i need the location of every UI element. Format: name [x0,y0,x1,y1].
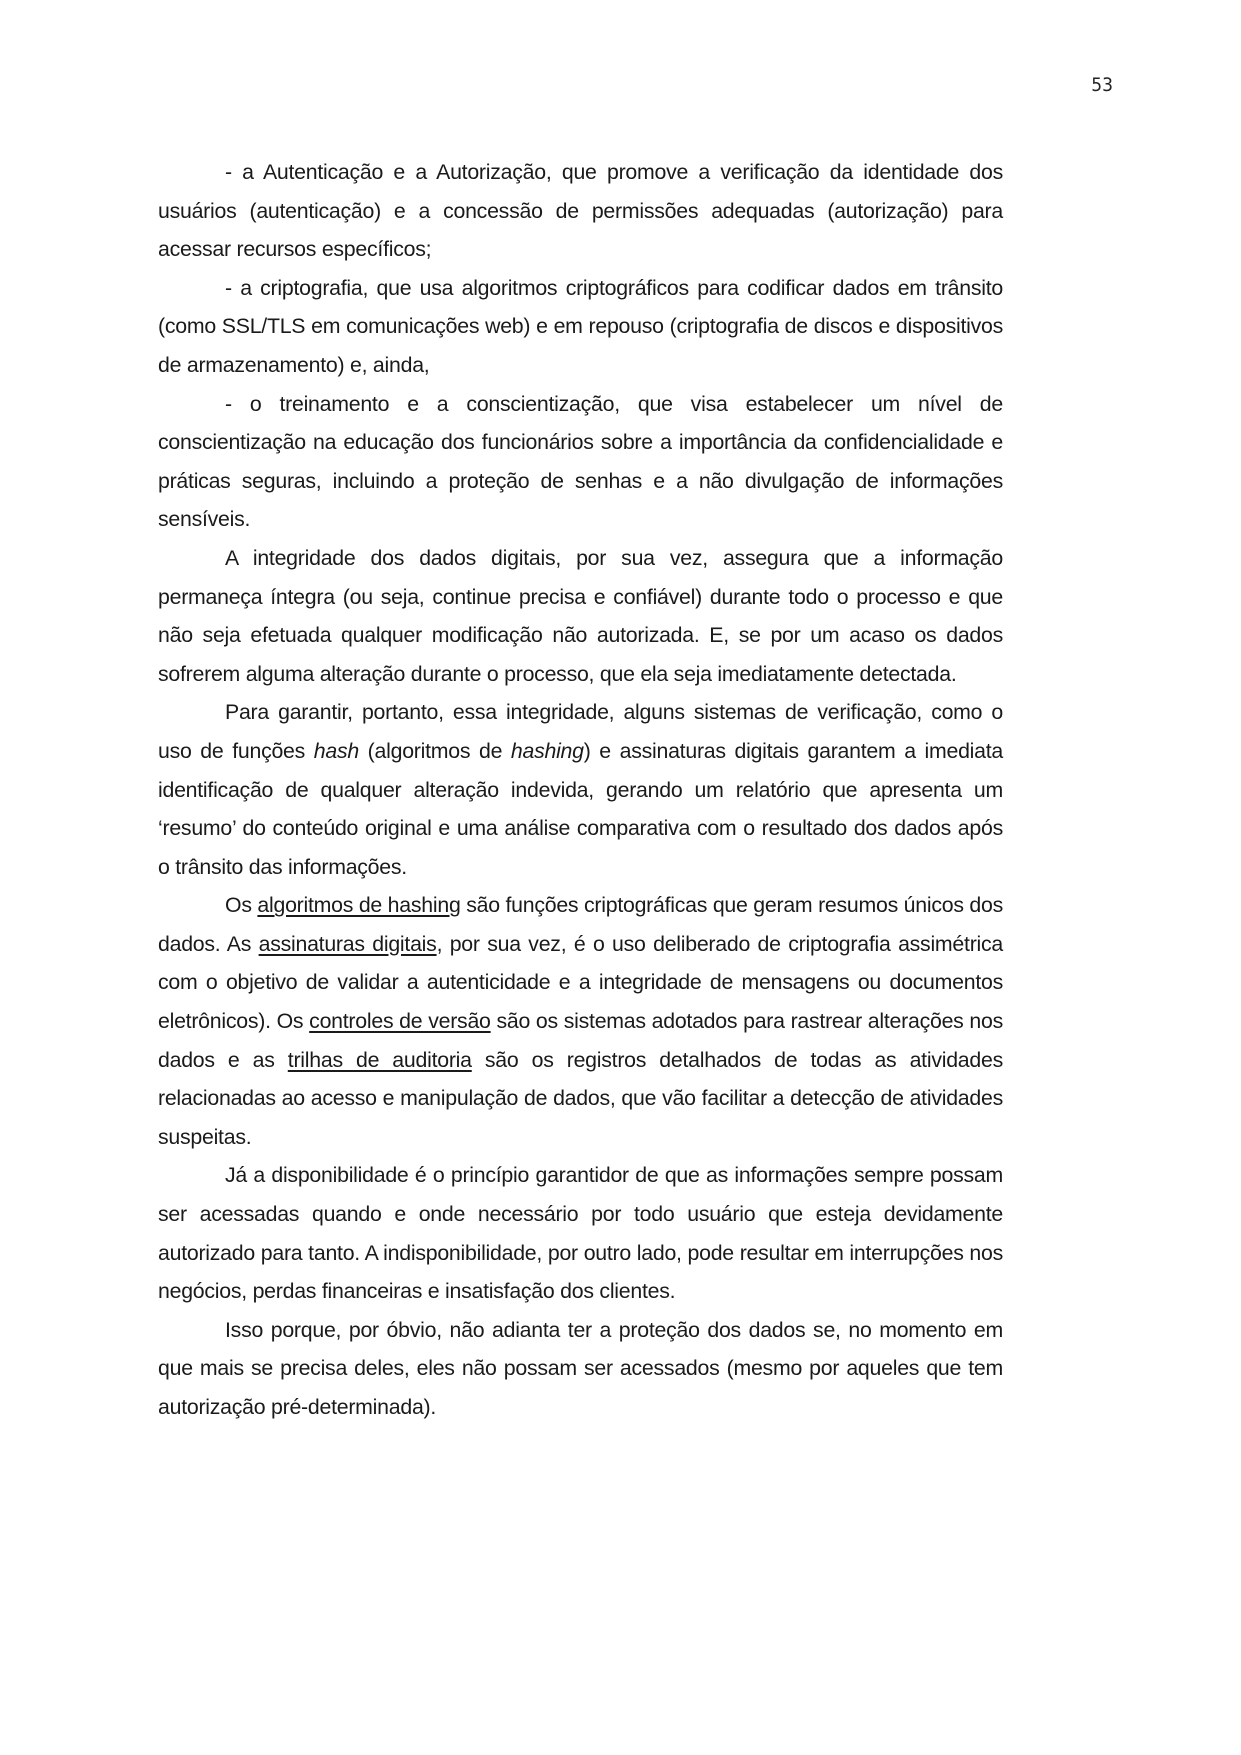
paragraph-cryptography [158,269,1003,385]
underlined-term-version-control: controles de versão [309,1009,491,1034]
paragraph-text: - a criptografia, que usa algoritmos criptográficos para codificar dados em trânsito (como SSL/TLS em comunicações web) e em repouso (criptografia de discos e dispositivos de armazenamento) e, ainda, [158,275,1003,377]
paragraph-training [158,385,1003,539]
paragraph-integrity [158,539,1003,693]
paragraph-availability [158,1156,1003,1310]
paragraph-text: Para garantir, portanto, essa integridade, alguns sistemas de verificação, como o uso de funções [158,700,1003,763]
paragraph-text: são os registros detalhados de todas as atividades relacionadas ao acesso e manipulação de dados, que vão facilitar a detecção de atividades suspeitas. [158,1047,1003,1149]
paragraph-text: A integridade dos dados digitais, por sua vez, assegura que a informação permaneça íntegra (ou seja, continue precisa e confiável) durante todo o processo e que não seja efetuada qualquer modificação não autorizada. E, se por um acaso os dados sofrerem alguma alteração durante o processo, que ela seja imediatamente detectada. [158,545,1003,686]
italic-term-hashing: hashing [510,738,584,763]
body-text [158,153,1003,1427]
paragraph-text: Isso porque, por óbvio, não adianta ter a proteção dos dados se, no momento em que mais se precisa deles, eles não possam ser acessados (mesmo por aqueles que tem autorização pré-determinada). [158,1317,1003,1419]
italic-term-hash: hash [313,738,359,763]
paragraph-text: são os sistemas adotados para rastrear alterações nos dados e as [158,1009,1003,1072]
underlined-term-hashing-algorithms: algoritmos de hashing [257,893,461,918]
paragraph-text: ) e assinaturas digitais garantem a imediata identificação de qualquer alteração indevida, gerando um relatório que apresenta um ‘resumo’ do conteúdo original e uma análise comparativa com o resultado dos dados após o trânsito das informações. [158,738,1003,879]
paragraph-text: - a Autenticação e a Autorização, que promove a verificação da identidade dos usuários (autenticação) e a concessão de permissões adequadas (autorização) para acessar recursos específicos; [158,160,1003,262]
paragraph-text: (algoritmos de [358,738,511,763]
paragraph-text: Já a disponibilidade é o princípio garantidor de que as informações sempre possam ser acessadas quando e onde necessário por todo usuário que esteja devidamente autorizado para tanto. A indisponibilidade, por outro lado, pode resultar em interrupções nos negócios, perdas financeiras e insatisfação dos clientes. [158,1163,1003,1304]
paragraph-verification [158,693,1003,886]
page-number: 53 [1091,74,1113,96]
paragraph-text: são funções criptográficas que geram resumos únicos dos dados. As [158,893,1003,956]
paragraph-text: - o treinamento e a conscientização, que visa estabelecer um nível de conscientização na educação dos funcionários sobre a importância da confidencialidade e práticas seguras, incluindo a proteção de senhas e a não divulgação de informações sensíveis. [158,391,1003,532]
paragraph-conclusion [158,1311,1003,1427]
paragraph-hashing-algorithms [158,886,1003,1156]
underlined-term-digital-signatures: assinaturas digitais [258,931,437,956]
underlined-term-audit-trails: trilhas de auditoria [287,1047,472,1072]
paragraph-authentication [158,153,1003,269]
paragraph-text: , por sua vez, é o uso deliberado de criptografia assimétrica com o objetivo de validar a autenticidade e a integridade de mensagens ou documentos eletrônicos). Os [158,931,1004,1034]
paragraph-text: Os [225,893,258,918]
